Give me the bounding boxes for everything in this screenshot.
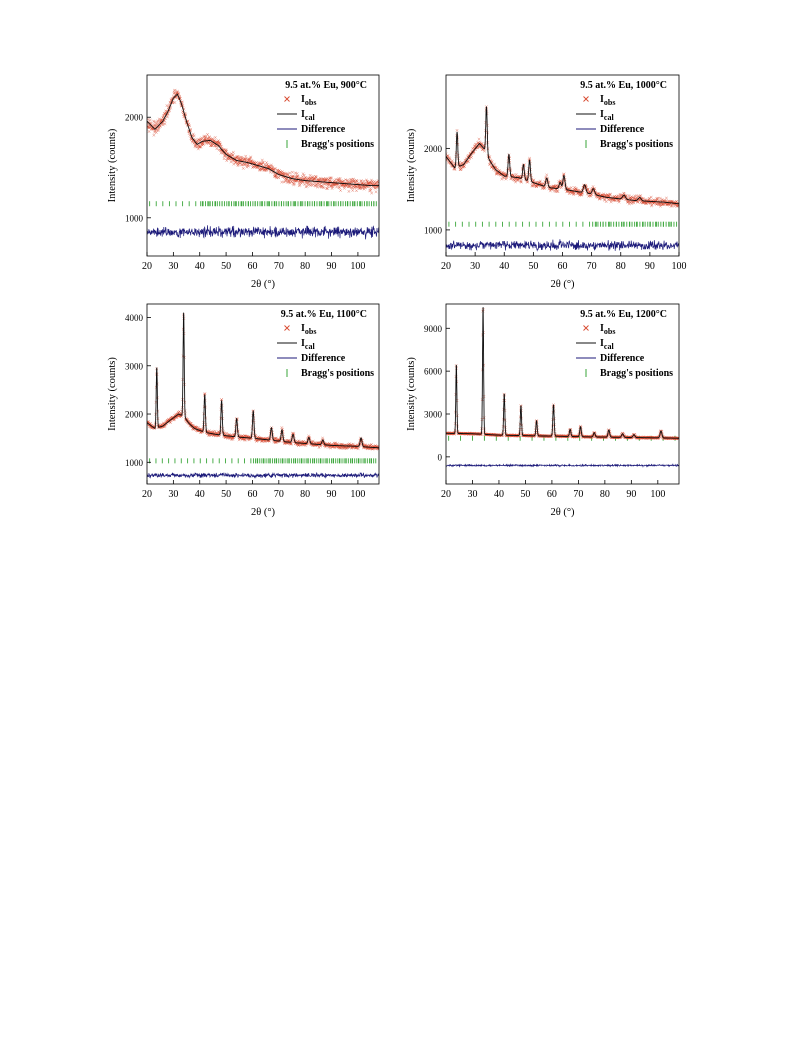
x-axis-label: 2θ (°): [250, 507, 276, 518]
x-tick-label: 20: [142, 489, 152, 500]
legend-label-subscript: obs: [603, 327, 616, 336]
y-tick-label: 3000: [125, 361, 143, 372]
legend-label-1: [301, 323, 316, 336]
chart-title: 9.5 at.% Eu, 1000°C: [580, 80, 667, 91]
chart-panel-1: [107, 75, 380, 290]
y-axis-label: Intensity (counts): [406, 357, 417, 431]
legend-label-3: [301, 124, 346, 135]
x-axis: [142, 252, 365, 272]
legend-label-4: [600, 139, 673, 150]
y-tick-label: 1000: [125, 457, 143, 468]
y-axis-label: Intensity (counts): [107, 128, 118, 203]
legend-label-main: Difference: [600, 124, 645, 135]
plot-area: [146, 313, 380, 478]
bragg-positions-series: [150, 201, 377, 206]
legend-label-main: I: [600, 338, 604, 349]
y-tick-label: 4000: [125, 313, 143, 324]
x-tick-label: 80: [615, 261, 626, 272]
chart-title: 9.5 at.% Eu, 1200°C: [580, 309, 667, 320]
x-tick-label: 60: [247, 489, 258, 500]
legend-label-3: [301, 353, 346, 364]
legend-label-main: I: [301, 323, 305, 334]
legend: [576, 94, 673, 150]
legend: [576, 323, 673, 379]
x-tick-label: 20: [441, 489, 451, 500]
legend-label-1: [600, 94, 615, 107]
x-axis-label: 2θ (°): [550, 507, 575, 518]
x-tick-label: 60: [557, 261, 568, 272]
x-tick-label: 50: [221, 261, 232, 272]
x-tick-label: 20: [142, 261, 152, 272]
legend-label-subscript: cal: [603, 342, 614, 351]
legend-label-main: I: [301, 338, 305, 349]
x-tick-label: 30: [168, 261, 179, 272]
x-tick-label: 30: [470, 261, 481, 272]
x-tick-label: 30: [168, 489, 179, 500]
plot-area: [445, 307, 680, 467]
legend-label-main: I: [301, 94, 305, 105]
legend-label-1: [301, 94, 316, 107]
legend-label-2: [301, 338, 315, 351]
legend-label-2: [301, 109, 315, 122]
y-tick-label: 1000: [125, 213, 143, 224]
legend-obs-marker: [285, 326, 290, 331]
chart-title: 9.5 at.% Eu, 1100°C: [280, 309, 367, 320]
legend-label-subscript: obs: [304, 327, 317, 336]
legend-label-main: Bragg's positions: [301, 139, 375, 150]
difference-line: [446, 464, 679, 467]
observed-points: [445, 105, 680, 207]
y-tick-label: 1000: [424, 225, 442, 236]
x-tick-label: 70: [273, 261, 284, 272]
x-tick-label: 20: [441, 261, 451, 272]
legend-label-main: Bragg's positions: [600, 368, 674, 379]
x-tick-label: 90: [326, 261, 337, 272]
difference-line: [147, 473, 379, 478]
bragg-positions-series: [449, 222, 677, 227]
legend-label-main: Bragg's positions: [301, 368, 375, 379]
x-axis: [142, 480, 365, 500]
y-tick-label: 2000: [125, 409, 143, 420]
legend: [277, 323, 374, 379]
x-tick-label: 100: [350, 261, 366, 272]
observed-series: [146, 314, 380, 451]
observed-series: [445, 105, 680, 207]
x-tick-label: 50: [520, 489, 531, 500]
x-tick-label: 100: [671, 261, 687, 272]
x-tick-label: 70: [586, 261, 597, 272]
x-axis-label: 2θ (°): [550, 279, 575, 290]
x-tick-label: 40: [493, 489, 504, 500]
x-tick-label: 90: [644, 261, 655, 272]
plot-frame: [147, 304, 379, 484]
x-tick-label: 60: [247, 261, 258, 272]
plot-area: [445, 105, 680, 250]
y-tick-label: 2000: [424, 143, 442, 154]
x-axis: [441, 252, 687, 272]
legend-label-4: [600, 368, 673, 379]
y-tick-label: 0: [437, 452, 442, 463]
legend-label-3: [600, 353, 645, 364]
x-tick-label: 100: [350, 489, 366, 500]
x-axis: [441, 480, 665, 500]
legend-label-main: I: [600, 94, 604, 105]
observed-points: [146, 314, 380, 451]
y-tick-label: 2000: [125, 112, 143, 123]
legend-label-main: Difference: [600, 353, 645, 364]
legend-label-subscript: cal: [603, 113, 614, 122]
plot-area: [146, 89, 380, 239]
legend-label-main: I: [600, 323, 604, 334]
legend-obs-marker: [584, 97, 589, 102]
legend: [277, 94, 374, 150]
bragg-positions-series: [150, 458, 376, 463]
chart-panel-4: [406, 304, 680, 518]
legend-label-main: I: [600, 109, 604, 120]
y-tick-label: 9000: [424, 323, 442, 334]
x-tick-label: 30: [467, 489, 478, 500]
x-tick-label: 80: [300, 261, 311, 272]
y-axis-label: Intensity (counts): [107, 357, 118, 431]
x-tick-label: 90: [326, 489, 337, 500]
x-tick-label: 80: [300, 489, 311, 500]
legend-label-4: [301, 368, 374, 379]
legend-label-1: [600, 323, 615, 336]
legend-label-subscript: cal: [304, 113, 315, 122]
plot-frame: [446, 75, 679, 256]
x-tick-label: 60: [546, 489, 557, 500]
x-tick-label: 70: [573, 489, 584, 500]
chart-panel-3: [107, 304, 380, 518]
y-tick-label: 3000: [424, 409, 442, 420]
x-axis-label: 2θ (°): [250, 279, 276, 290]
legend-obs-marker: [584, 326, 589, 331]
legend-label-subscript: obs: [304, 98, 317, 107]
chart-title: 9.5 at.% Eu, 900°C: [285, 80, 367, 91]
legend-label-main: Bragg's positions: [600, 139, 674, 150]
x-tick-label: 80: [599, 489, 610, 500]
legend-label-4: [301, 139, 374, 150]
x-tick-label: 90: [626, 489, 637, 500]
plot-frame: [446, 304, 679, 484]
difference-line: [147, 225, 379, 239]
difference-line: [446, 239, 679, 251]
legend-label-2: [600, 338, 614, 351]
x-tick-label: 40: [194, 489, 205, 500]
legend-label-subscript: cal: [304, 342, 315, 351]
y-tick-label: 6000: [424, 366, 442, 377]
x-tick-label: 40: [194, 261, 205, 272]
legend-label-subscript: obs: [603, 98, 616, 107]
legend-label-2: [600, 109, 614, 122]
y-axis-label: Intensity (counts): [406, 128, 417, 203]
x-tick-label: 70: [273, 489, 284, 500]
calculated-line: [446, 107, 679, 204]
x-tick-label: 50: [528, 261, 539, 272]
legend-label-main: I: [301, 109, 305, 120]
x-tick-label: 100: [650, 489, 666, 500]
legend-obs-marker: [285, 97, 290, 102]
legend-label-main: Difference: [301, 353, 346, 364]
chart-panel-2: [406, 75, 687, 290]
x-tick-label: 40: [499, 261, 510, 272]
legend-label-3: [600, 124, 645, 135]
legend-label-main: Difference: [301, 124, 346, 135]
x-tick-label: 50: [221, 489, 232, 500]
